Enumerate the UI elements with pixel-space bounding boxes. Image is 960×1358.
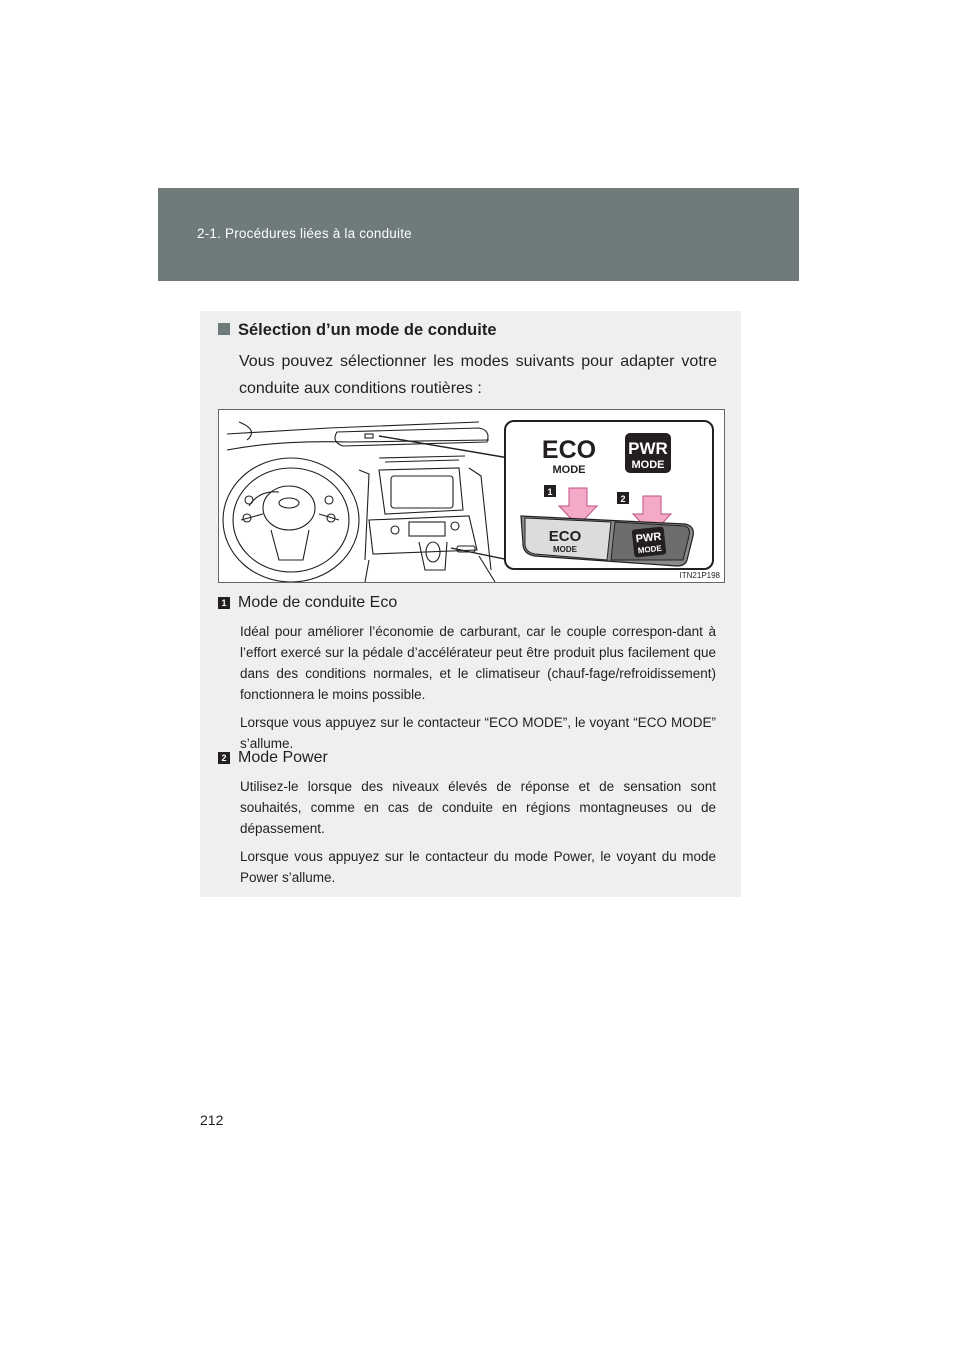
item-eco-para-2: Lorsque vous appuyez sur le contacteur “ECO MODE”, le voyant “ECO MODE” s’allume. (240, 715, 716, 751)
item-power-para-1: Utilisez-le lorsque des niveaux élevés de réponse et de sensation sont souhaités, comme en cas de conduite en régions montagneuses ou de dépassement. (240, 779, 716, 836)
pwr-switch-sublabel: MODE (637, 543, 663, 556)
square-bullet-icon (218, 323, 230, 335)
item-power-title-text: Mode Power (238, 749, 328, 766)
pwr-switch-label: PWR (635, 530, 662, 546)
section-heading-text: Sélection d’un mode de conduite (238, 321, 497, 339)
item-power-title (218, 748, 718, 768)
dashboard-illustration (218, 409, 725, 583)
section-heading (218, 321, 497, 340)
eco-switch-label: ECO (548, 528, 582, 545)
eco-indicator-sublabel: MODE (552, 464, 586, 476)
figure-code: ITN21P198 (679, 571, 720, 580)
item-eco-para-1: Idéal pour améliorer l’économie de carburant, car le couple correspon-dant à l’effort exercé sur la pédale d’accélérateur peut être produit plus facilement que dans des conditions normales, et le climatiseur (chauf-fage/refroidissement) fonctionnera le moins possible. (240, 624, 716, 702)
pwr-indicator-sublabel: MODE (631, 459, 665, 471)
marker-1-badge: 1 (218, 597, 230, 609)
marker-2-badge: 2 (218, 752, 230, 764)
intro-text: Vous pouvez sélectionner les modes suivants pour adapter votre conduite aux conditions routières : (239, 353, 717, 397)
header-bar (158, 188, 799, 281)
item-eco-title-text: Mode de conduite Eco (238, 594, 398, 611)
content-box (200, 311, 741, 897)
item-eco-title (218, 593, 718, 613)
page-number: 212 (200, 1112, 224, 1128)
marker-2-label: 2 (620, 494, 626, 504)
pwr-indicator-label: PWR (628, 439, 668, 458)
dashboard-drawing (219, 410, 724, 582)
eco-indicator-label: ECO (541, 436, 597, 464)
eco-switch-sublabel: MODE (553, 545, 577, 554)
marker-1-label: 1 (547, 487, 553, 497)
breadcrumb: 2-1. Procédures liées à la conduite (197, 226, 412, 241)
item-eco-mode (218, 593, 718, 754)
item-power-para-2: Lorsque vous appuyez sur le contacteur du mode Power, le voyant du mode Power s’allume. (240, 849, 716, 885)
item-power-mode (218, 748, 718, 888)
